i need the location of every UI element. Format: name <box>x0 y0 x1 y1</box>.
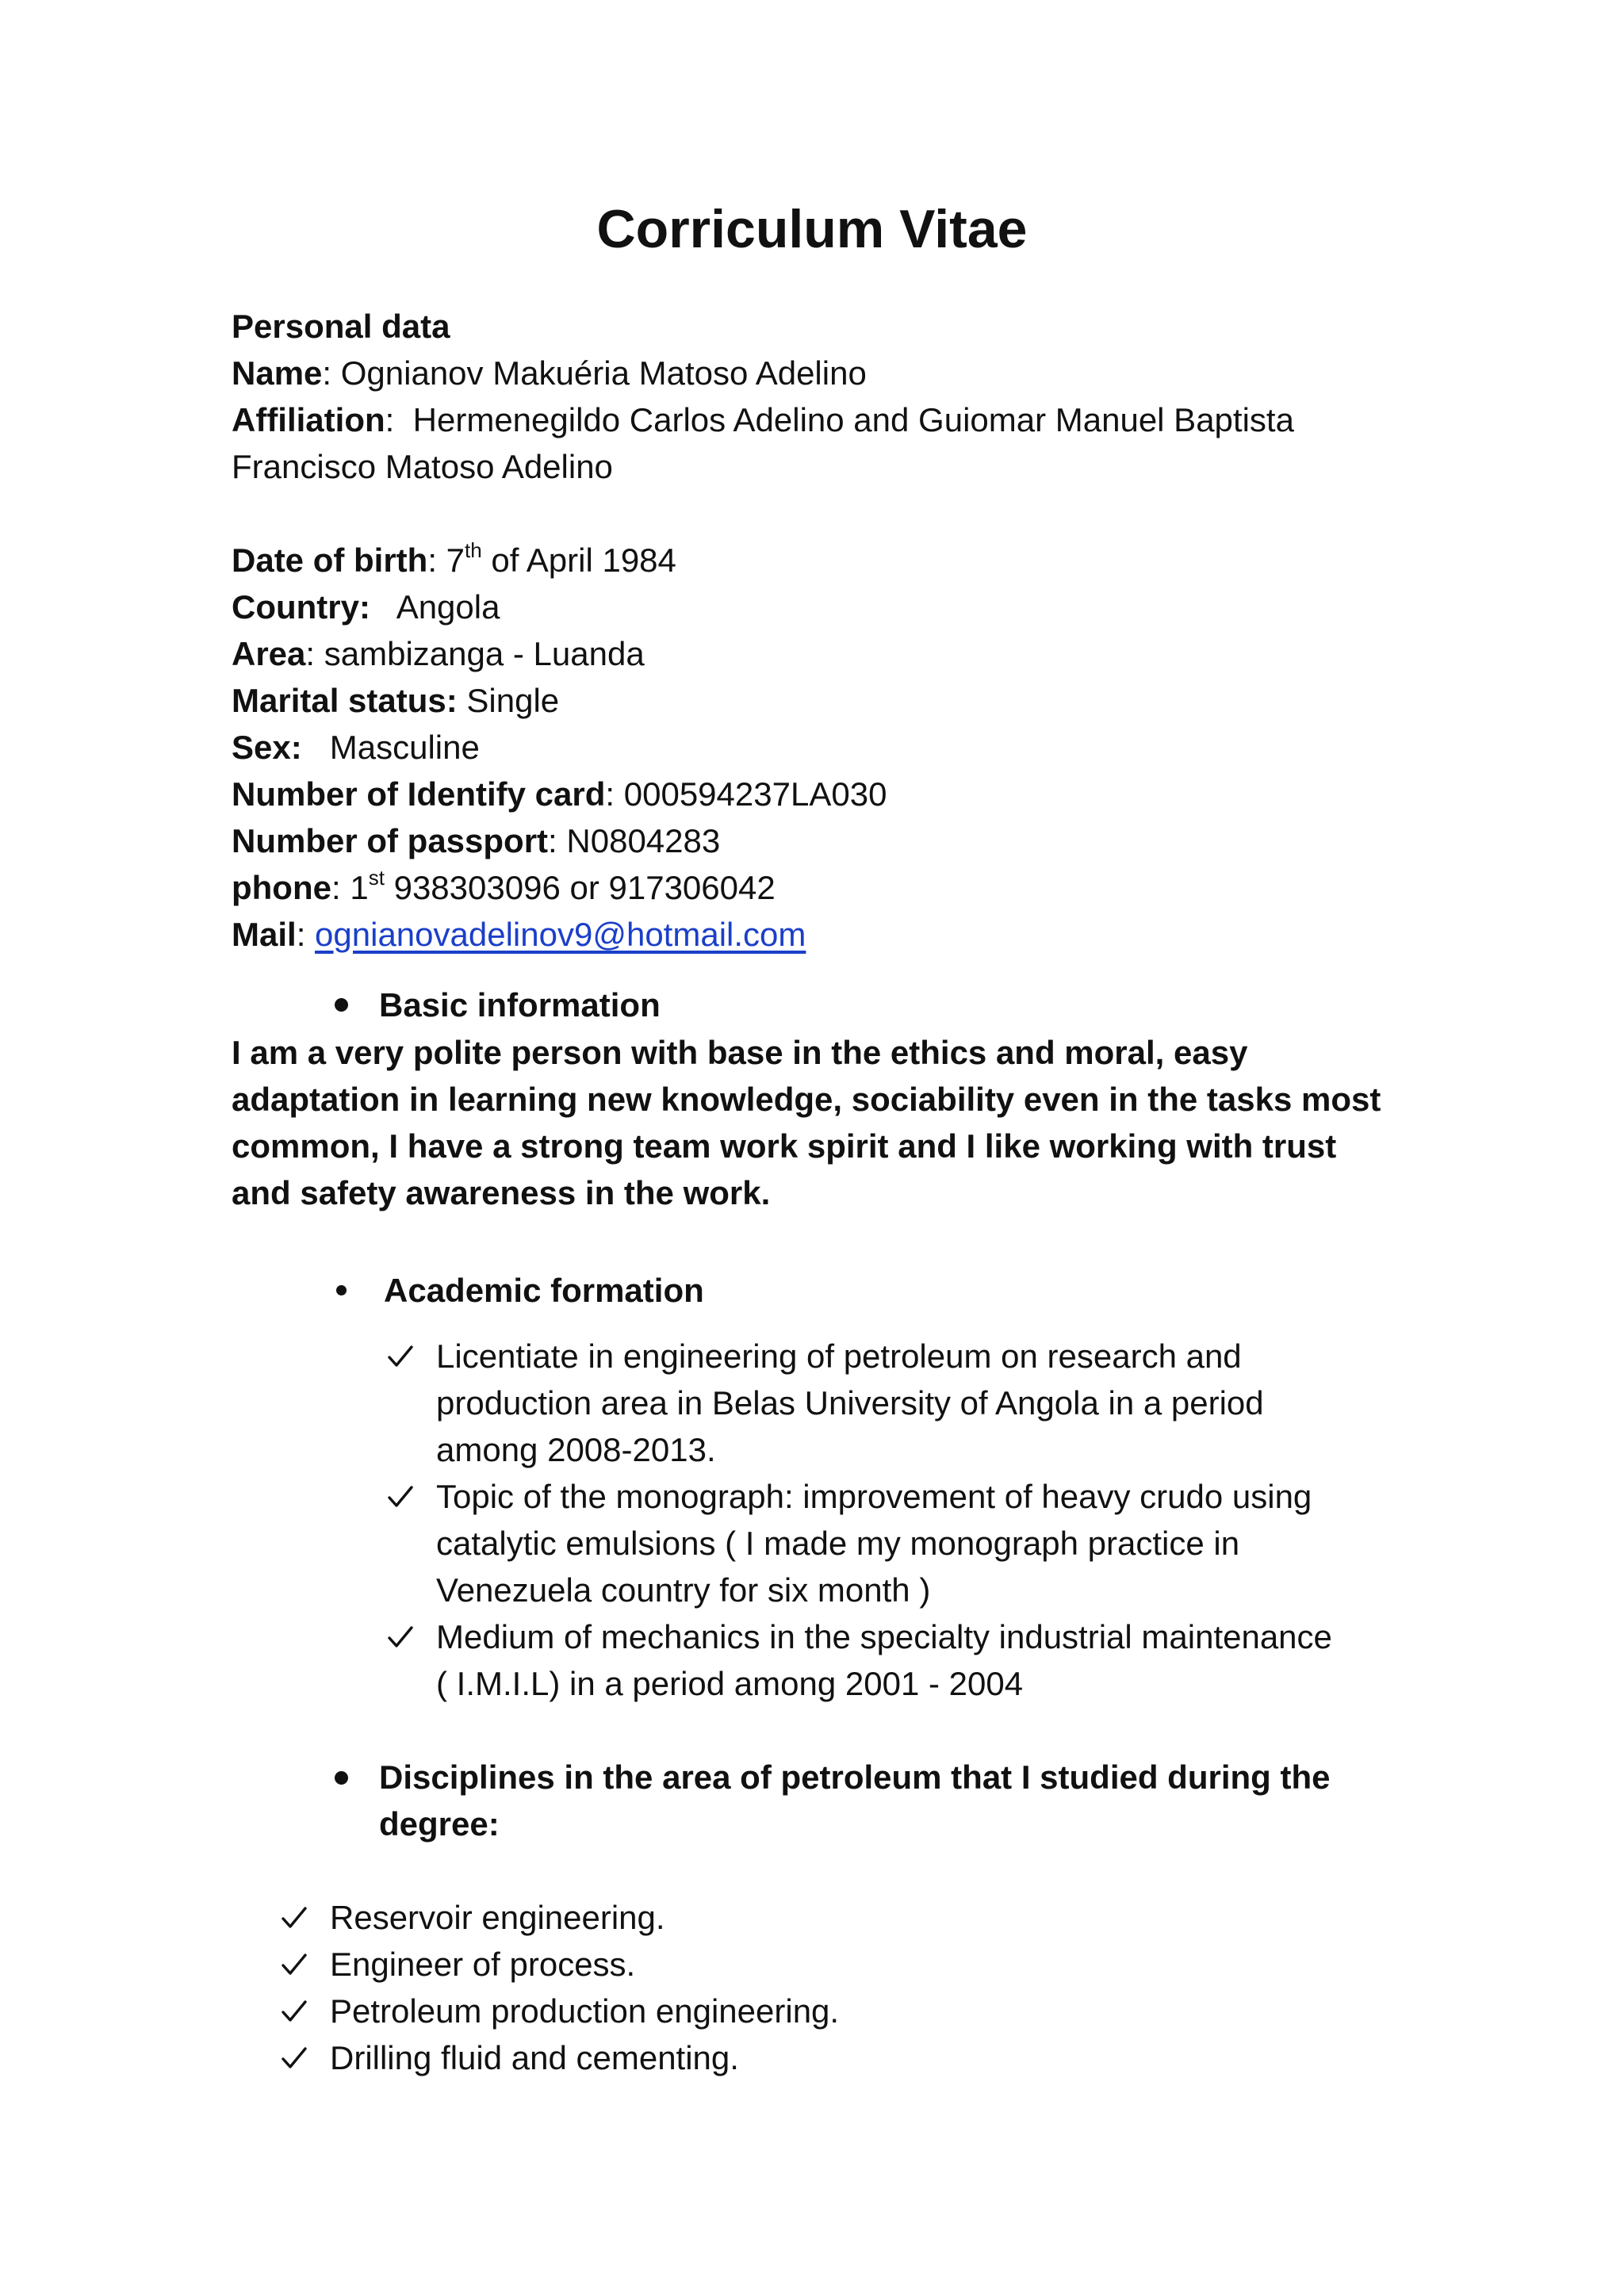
affiliation-row: Affiliation: Hermenegildo Carlos Adelino and Guiomar Manuel Baptista <box>232 401 1294 438</box>
checkmark-icon <box>387 1624 414 1650</box>
discipline-item <box>330 1988 1281 2034</box>
bullet-icon <box>335 998 348 1012</box>
passport-value: N0804283 <box>566 822 721 859</box>
sex-value: Masculine <box>329 729 480 766</box>
phone-prefix: 1 <box>350 869 369 906</box>
passport-label: Number of passport <box>232 822 549 859</box>
personal-data-heading: Personal data <box>232 308 450 345</box>
id-card-row: Number of Identify card: 000594237LA030 <box>232 775 887 813</box>
discipline-item <box>330 1941 1281 1988</box>
disciplines-heading <box>379 1754 1330 1847</box>
area-label: Area <box>232 635 306 672</box>
academic-formation-heading: Academic formation <box>384 1272 704 1309</box>
discipline-item <box>330 2034 1281 2081</box>
academic-item-line: ( I.M.I.L) in a period among 2001 - 2004 <box>436 1665 1024 1702</box>
id-card-label: Number of Identify card <box>232 775 606 813</box>
academic-item-line: among 2008-2013. <box>436 1431 716 1468</box>
name-value: Ognianov Makuéria Matoso Adelino <box>340 354 867 392</box>
blank-spacer <box>232 490 1437 537</box>
basic-information-heading: Basic information <box>379 986 661 1024</box>
checkmark-icon <box>281 2045 308 2071</box>
email-link[interactable]: ognianovadelinov9@hotmail.com <box>315 916 806 953</box>
affiliation-value: Hermenegildo Carlos Adelino and Guiomar Manuel Baptista <box>412 401 1294 438</box>
affiliation-label: Affiliation <box>232 401 385 438</box>
marital-label: Marital status: <box>232 682 458 719</box>
discipline-item-label: Reservoir engineering. <box>330 1899 665 1936</box>
name-label: Name <box>232 354 323 392</box>
bullet-icon <box>336 1285 347 1295</box>
academic-item <box>436 1333 1451 1473</box>
passport-row: Number of passport: N0804283 <box>232 822 721 859</box>
phone-ordinal: st <box>368 866 385 890</box>
basic-information-text <box>232 1029 1421 1216</box>
dob-rest: of April 1984 <box>491 541 676 579</box>
checkmark-icon <box>387 1484 414 1510</box>
basic-info-line: and safety awareness in the work. <box>232 1174 771 1211</box>
disciplines-list <box>330 1894 1281 2081</box>
discipline-item-label: Petroleum production engineering. <box>330 1992 840 2030</box>
basic-info-line: I am a very polite person with base in the ethics and moral, easy <box>232 1034 1248 1071</box>
country-label: Country: <box>232 588 370 626</box>
dob-row: Date of birth: 7th of April 1984 <box>232 538 676 579</box>
personal-data-section <box>232 303 1437 958</box>
disciplines-heading-line: degree: <box>379 1805 500 1843</box>
basic-info-line: adaptation in learning new knowledge, sociability even in the tasks most <box>232 1081 1381 1118</box>
academic-item-line: Topic of the monograph: improvement of heavy crudo using <box>436 1478 1312 1515</box>
phone-row: phone: 1st 938303096 or 917306042 <box>232 866 776 906</box>
marital-value: Single <box>466 682 560 719</box>
academic-formation-list <box>436 1333 1451 1707</box>
checkmark-icon <box>281 1952 308 1977</box>
dob-label: Date of birth <box>232 541 428 579</box>
sex-row <box>232 724 1437 771</box>
phone-value: 938303096 or 917306042 <box>393 869 776 906</box>
dob-day: 7 <box>446 541 465 579</box>
sex-label: Sex: <box>232 729 302 766</box>
page-title: Corriculum Vitae <box>596 199 1028 259</box>
area-value: sambizanga - Luanda <box>324 635 645 672</box>
area-row: Area: sambizanga - Luanda <box>232 635 645 672</box>
disciplines-heading-line: Disciplines in the area of petroleum that I studied during the <box>379 1758 1331 1796</box>
name-row: Name: Ognianov Makuéria Matoso Adelino <box>232 354 867 392</box>
affiliation-row-continued: Francisco Matoso Adelino <box>232 448 613 485</box>
checkmark-icon <box>387 1344 414 1369</box>
discipline-item <box>330 1894 1281 1941</box>
dob-ordinal: th <box>465 538 482 562</box>
academic-item-line: Venezuela country for six month ) <box>436 1571 931 1609</box>
mail-row: Mail: ognianovadelinov9@hotmail.com <box>232 916 806 953</box>
academic-item <box>436 1613 1451 1707</box>
basic-info-line: common, I have a strong team work spirit and I like working with trust <box>232 1127 1337 1165</box>
mail-label: Mail <box>232 916 297 953</box>
bullet-icon <box>335 1771 348 1785</box>
country-value: Angola <box>396 588 500 626</box>
academic-item <box>436 1473 1451 1613</box>
discipline-item-label: Engineer of process. <box>330 1946 636 1983</box>
checkmark-icon <box>281 1999 308 2024</box>
marital-row <box>232 677 1437 724</box>
checkmark-icon <box>281 1905 308 1931</box>
academic-item-line: production area in Belas University of Angola in a period <box>436 1384 1264 1422</box>
academic-item-line: Medium of mechanics in the specialty industrial maintenance <box>436 1618 1332 1655</box>
academic-item-line: catalytic emulsions ( I made my monograph practice in <box>436 1525 1240 1562</box>
academic-item-line: Licentiate in engineering of petroleum on research and <box>436 1337 1242 1375</box>
phone-label: phone <box>232 869 331 906</box>
country-row <box>232 584 1437 630</box>
discipline-item-label: Drilling fluid and cementing. <box>330 2039 739 2076</box>
id-card-value: 000594237LA030 <box>623 775 887 813</box>
